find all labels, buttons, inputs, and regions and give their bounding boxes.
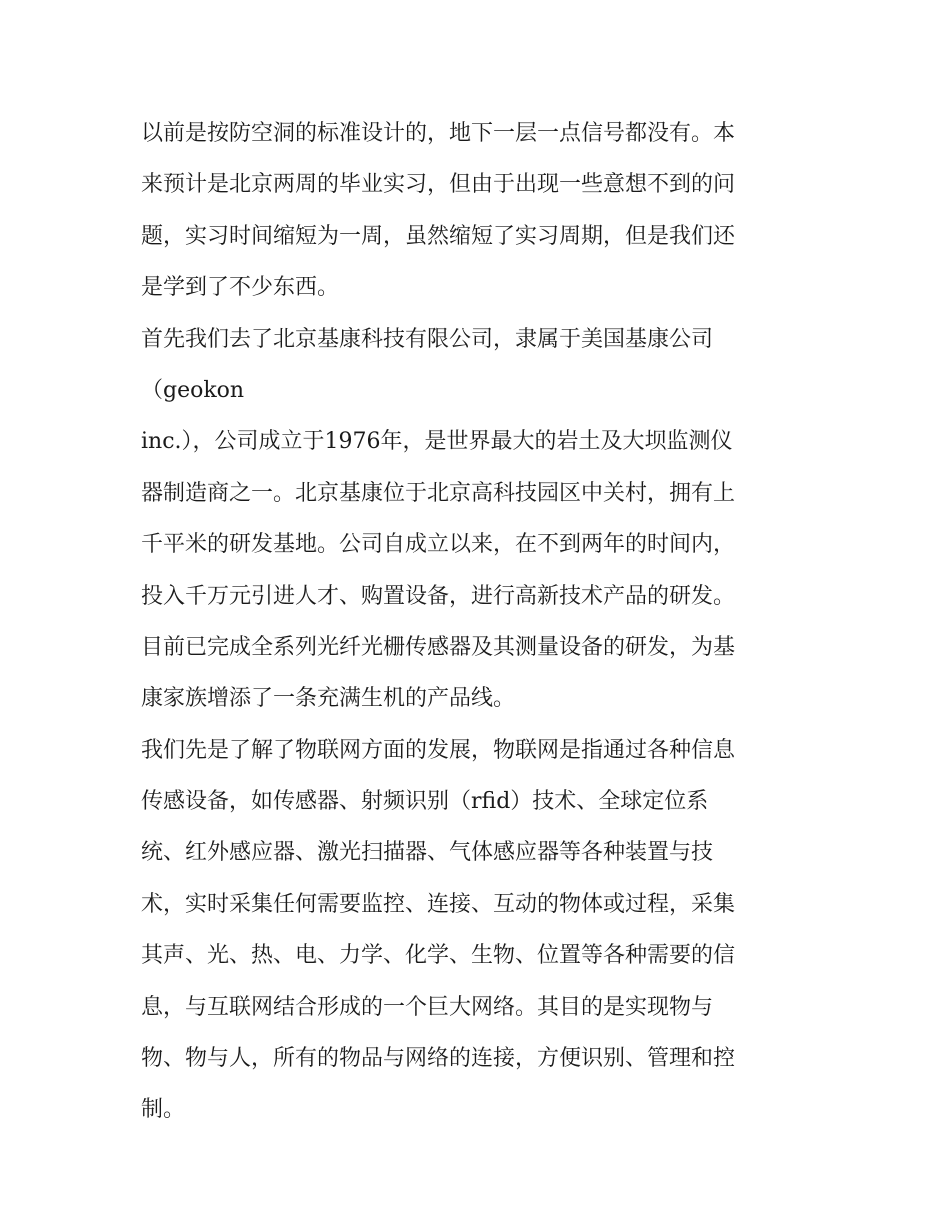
text-line: 来预计是北京两周的毕业实习，但由于出现一些意想不到的问: [141, 172, 736, 198]
text-line: inc.），公司成立于1976年，是世界最大的岩土及大坝监测仪: [141, 429, 733, 455]
text-line: 我们先是了解了物联网方面的发展，物联网是指通过各种信息: [141, 737, 736, 763]
text-line: 首先我们去了北京基康科技有限公司，隶属于美国基康公司: [141, 326, 714, 352]
text-line: 传感设备，如传感器、射频识别（rfid）技术、全球定位系: [141, 789, 709, 815]
text-line: 以前是按防空洞的标准设计的，地下一层一点信号都没有。本: [141, 121, 736, 146]
text-line: 目前已完成全系列光纤光栅传感器及其测量设备的研发，为基: [141, 634, 736, 660]
text-line: 统、红外感应器、激光扫描器、气体感应器等各种装置与技: [141, 840, 714, 866]
text-line: 题，实习时间缩短为一周，虽然缩短了实习周期，但是我们还: [141, 223, 736, 249]
text-line: 息，与互联网结合形成的一个巨大网络。其目的是实现物与: [141, 994, 714, 1020]
text-line: 康家族增添了一条充满生机的产品线。: [141, 686, 516, 712]
text-line: 物、物与人，所有的物品与网络的连接，方便识别、管理和控: [141, 1046, 736, 1072]
text-line: （geokon: [141, 377, 245, 403]
body-text: [141, 108, 821, 1136]
text-line: 投入千万元引进人才、购置设备，进行高新技术产品的研发。: [141, 583, 736, 609]
text-line: 是学到了不少东西。: [141, 275, 340, 301]
text-line: 术，实时采集任何需要监控、连接、互动的物体或过程，采集: [141, 891, 736, 917]
text-line: 器制造商之一。北京基康位于北京高科技园区中关村，拥有上: [141, 480, 736, 506]
text-line: 千平米的研发基地。公司自成立以来，在不到两年的时间内，: [141, 532, 736, 558]
text-line: 制。: [141, 1097, 186, 1123]
text-line: 其声、光、热、电、力学、化学、生物、位置等各种需要的信: [141, 943, 736, 969]
